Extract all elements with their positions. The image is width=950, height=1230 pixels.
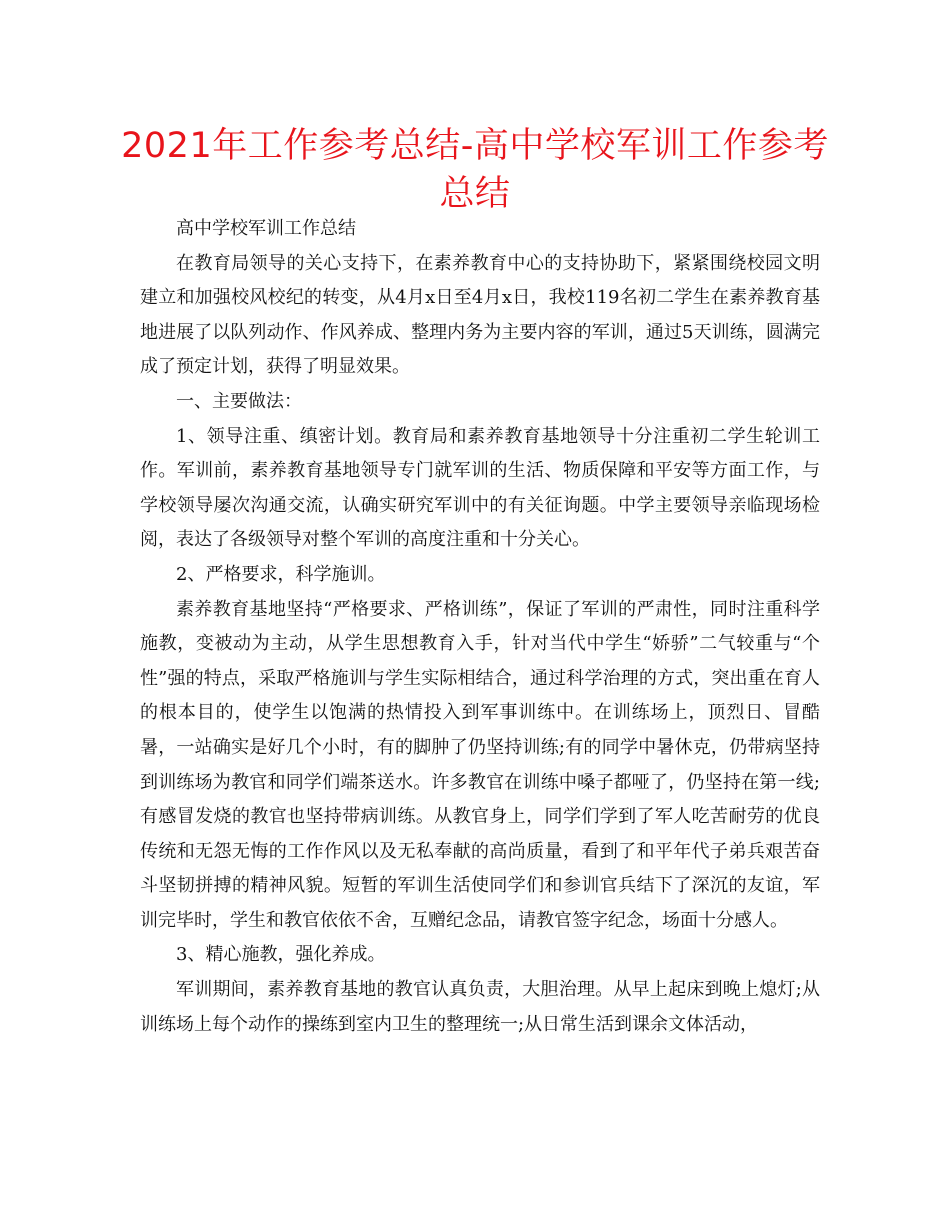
- paragraph-intro: 在教育局领导的关心支持下，在素养教育中心的支持协助下，紧紧围绕校园文明建立和加强校风校纪的转变，从4月x日至4月x日，我校119名初二学生在素养教育基地进展了以队列动作、作风养成、整理内务为主要内容的军训，通过5天训练，圆满完成了预定计划，获得了明显效果。: [140, 252, 820, 378]
- subheading-point-2: 2、严格要求，科学施训。: [176, 563, 386, 585]
- subheading-point-3: 3、精心施教，强化养成。: [176, 944, 386, 966]
- paragraph-subtitle: 高中学校军训工作总结: [176, 218, 356, 239]
- paragraph-point-2-detail: 素养教育基地坚持“严格要求、严格训练”，保证了军训的严肃性，同时注重科学施教，变被动为主动，从学生思想教育入手，针对当代中学生“娇骄”二气较重与“个性”强的特点，采取严格施训与学生实际相结合，通过科学治理的方式，突出重在育人的根本目的，使学生以饱满的热情投入到军事训练中。在训练场上，顶烈日、冒酷暑，一站确实是好几个小时，有的脚肿了仍坚持训练;有的同学中暑休克，仍带病坚持到训练场为教官和同学们端茶送水。许多教官在训练中嗓子都哑了，仍坚持在第一线;有感冒发烧的教官也坚持带病训练。从教官身上，同学们学到了军人吃苦耐劳的优良传统和无怨无悔的工作作风以及无私奉献的高尚质量，看到了和平年代子弟兵艰苦奋斗坚韧拼搏的精神风貌。短暂的军训生活使同学们和参训官兵结下了深沉的友谊，军训完毕时，学生和教官依依不舍，互赠纪念品，请教官签字纪念，场面十分感人。: [140, 598, 820, 931]
- document-title: 2021年工作参考总结-高中学校军训工作参考总结: [121, 126, 829, 214]
- section-heading-main-practices: 一、主要做法：: [176, 390, 302, 412]
- paragraph-point-3-detail: 军训期间，素养教育基地的教官认真负责，大胆治理。从早上起床到晚上熄灯;从训练场上每个动作的操练到室内卫生的整理统一;从日常生活到课余文体活动，: [140, 979, 820, 1035]
- document-body: [140, 212, 820, 1042]
- paragraph-point-1: 1、领导注重、缜密计划。教育局和素养教育基地领导十分注重初二学生轮训工作。军训前，素养教育基地领导专门就军训的生活、物质保障和平安等方面工作，与学校领导屡次沟通交流，认确实研究军训中的有关征询题。中学主要领导亲临现场检阅，表达了各级领导对整个军训的高度注重和十分关心。: [140, 425, 820, 551]
